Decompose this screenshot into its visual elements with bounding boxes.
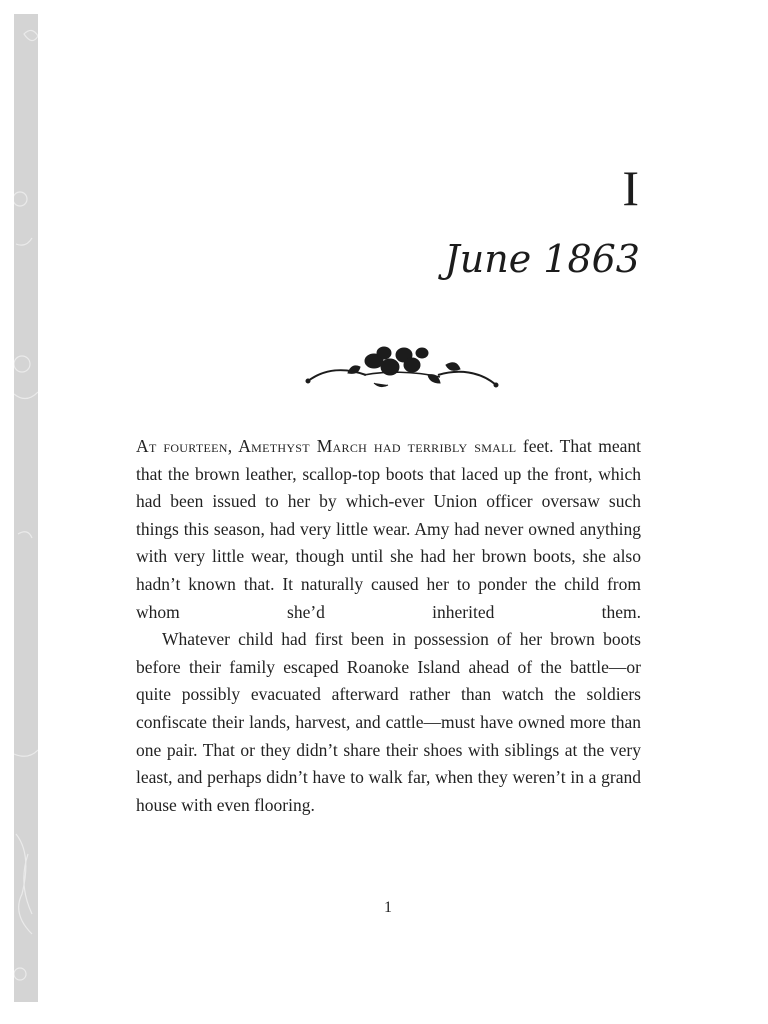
page-number: 1: [384, 899, 392, 916]
second-paragraph: Whatever child had first been in possession of her brown boots before their family escaped Roanoke Island ahead of the battle—or quite possibly evacuated afterward rather than watch the soldiers confiscate their lands, harvest, and cattle—must have owned more than one pair. That or they didn’t share their shoes with siblings at the very least, and perhaps didn’t have to walk far, when they weren’t in a grand house with even flooring.: [136, 629, 641, 815]
body-text: [136, 433, 641, 819]
opening-body: feet. That meant that the brown leather, scallop-top boots that laced up the front, which had been issued to her by which-ever Union officer oversaw such things this season, had very little wear. Amy had never owned anything with very little wear, though until she had her brown boots, she also hadn’t known that. It naturally caused her to ponder the child from whom she’d inherited them.: [136, 436, 641, 622]
leaf-pattern-icon: [14, 14, 38, 1002]
chapter-date: June 1863: [444, 237, 640, 281]
floral-flourish-icon: [304, 341, 500, 395]
opening-lead: At fourteen, Amethyst March had terribly small: [136, 436, 517, 456]
chapter-number: I: [622, 160, 639, 216]
side-decorative-strip: [14, 14, 38, 1002]
opening-paragraph: [136, 433, 641, 626]
